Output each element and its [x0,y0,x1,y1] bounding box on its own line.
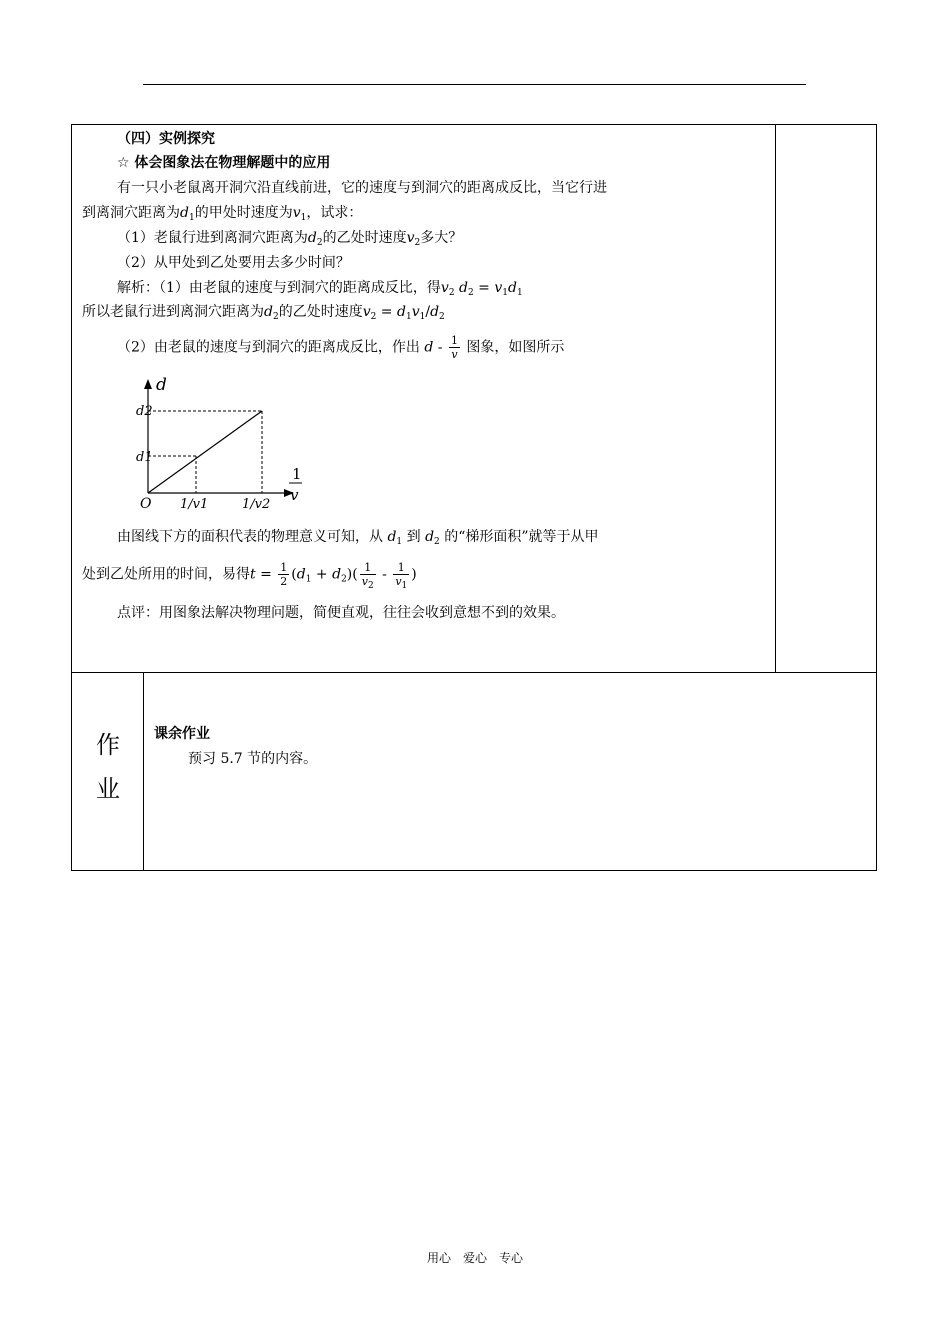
homework-side-label [82,723,134,811]
x-axis-label-num: 1 [292,465,302,483]
x-tick-v2: 1/v2 [242,497,271,512]
solution-1: 解析：（1）由老鼠的速度与到洞穴的距离成反比，得$v_2$ $d_2 = v_1d_1$ [117,280,523,298]
homework-text: 预习 5.7 节的内容。 [188,751,318,767]
y-tick-d1: d1 [136,450,153,465]
area-explanation-2: 处到乙处所用的时间，易得t = $\frac{1}{2}$ $(d_1 + d_2)$( $\frac{1}{v_2}$ - $\frac{1}{v_1}$ ) [82,561,417,591]
comment-line: 点评：用图象法解决物理问题，简便直观，往往会收到意想不到的效果。 [117,605,565,621]
d-vs-inverse-v-graph [132,375,312,515]
side-label-char-2: 业 [96,775,120,803]
area-explanation-1: 由图线下方的面积代表的物理意义可知，从 $d_1$ 到 $d_2$ 的“梯形面积”就等于从甲 [117,529,599,547]
lesson-section-box [71,124,877,673]
homework-title: 课余作业 [154,726,210,742]
section-heading: （四）实例探究 [117,131,215,147]
x-tick-v1: 1/v1 [180,497,209,512]
homework-divider [143,673,144,870]
y-axis-arrow [144,379,152,389]
solution-1-result: 所以老鼠行进到离洞穴距离为$d_2$的乙处时速度$v_2 = d_1v_1/d_2$ [82,304,445,322]
page-footer: 用心 爱心 专心 [426,1251,523,1265]
origin-label: O [140,496,152,512]
solution-2: （2）由老鼠的速度与到洞穴的距离成反比，作出 d - $\frac{1}{v}$ 图象，如图所示 [117,334,565,361]
graph-line [148,411,262,493]
column-divider [775,125,776,672]
homework-section-box [71,672,877,871]
y-tick-d2: d2 [136,404,153,419]
section-subheading: ☆ 体会图象法在物理解题中的应用 [117,155,331,171]
y-axis-label: d [156,375,167,395]
problem-line-1: 有一只小老鼠离开洞穴沿直线前进，它的速度与到洞穴的距离成反比，当它行进 [117,180,607,196]
header-rule [143,84,806,85]
question-2: （2）从甲处到乙处要用去多少时间？ [117,255,350,271]
x-axis-label-den: v [290,486,299,504]
inverse-v-fraction: $\frac{1}{v}$ [450,334,458,361]
problem-line-2: 到离洞穴距离为$d_1$的甲处时速度为$v_1$，试求： [82,205,363,223]
side-label-char-1: 作 [96,731,120,759]
question-1: （1）老鼠行进到离洞穴距离为$d_2$的乙处时速度$v_2$多大？ [117,230,463,248]
